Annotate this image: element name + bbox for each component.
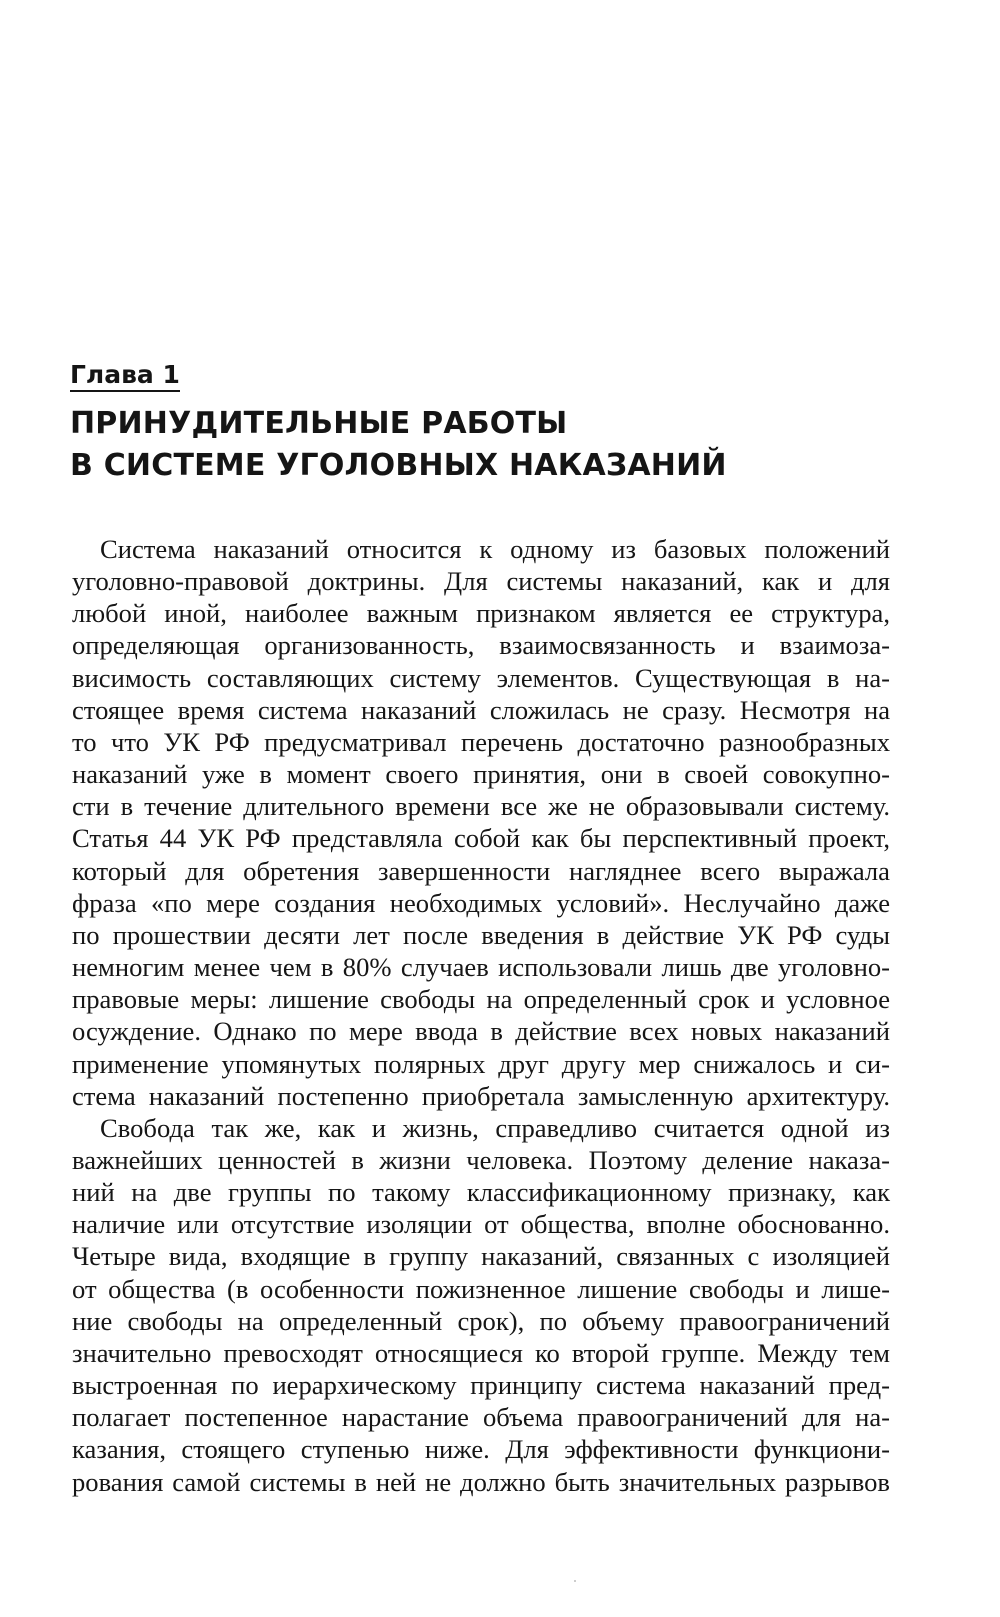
text-line: висимость составляющих систему элементов. Существующая в на- [72,662,890,693]
text-line: выстроенная по иерархическому принципу система наказаний пред- [72,1370,890,1401]
text-line: от общества (в особенности пожизненное лишение свободы и лише- [72,1273,890,1304]
text-line: определяющая организованность, взаимосвязанность и взаимоза- [72,630,890,661]
text-line: немногим менее чем в 80% случаев использовали лишь две уголовно- [72,952,890,983]
text-line: правовые меры: лишение свободы на определенный срок и условное [72,984,890,1015]
paragraph-1 [72,533,890,1112]
text-line: уголовно-правовой доктрины. Для системы наказаний, как и для [72,566,890,597]
text-line: который для обретения завершенности нагляднее всего выражала [72,855,890,886]
text-line: любой иной, наиболее важным признаком является ее структура, [72,598,890,629]
text-line: стоящее время система наказаний сложилась не сразу. Несмотря на [72,694,890,725]
text-line: фраза «по мере создания необходимых условий». Неслучайно даже [72,887,890,918]
text-line: по прошествии десяти лет после введения в действие УК РФ суды [72,919,890,950]
chapter-label-text: Глава 1 [70,360,180,392]
text-line: казания, стоящего ступенью ниже. Для эффективности функциони- [72,1434,890,1465]
text-line: важнейших ценностей в жизни человека. Поэтому деление наказа- [72,1144,890,1175]
text-line: сти в течение длительного времени все же не образовывали систему. [72,791,890,822]
text-line: осуждение. Однако по мере ввода в действие всех новых наказаний [72,1016,890,1047]
text-line: Статья 44 УК РФ представляла собой как бы перспективный проект, [72,823,890,854]
text-line: ние свободы на определенный срок), по объему правоограничений [72,1305,890,1336]
text-line: рования самой системы в ней не должно быть значительных разрывов [72,1466,890,1497]
text-line: Свобода так же, как и жизнь, справедливо считается одной из [100,1112,890,1143]
text-line: значительно превосходят относящиеся ко второй группе. Между тем [72,1337,890,1368]
scan-speck [574,1580,576,1582]
body-text [72,533,890,1498]
chapter-title [70,403,727,487]
text-line: применение упомянутых полярных друг другу мер снижалось и си- [72,1048,890,1079]
chapter-title-line: В СИСТЕМЕ УГОЛОВНЫХ НАКАЗАНИЙ [70,448,727,483]
text-line: Система наказаний относится к одному из базовых положений [100,534,890,564]
text-line: ний на две группы по такому классификационному признаку, как [72,1177,890,1208]
text-line: стема наказаний постепенно приобретала замысленную архитектуру. [72,1080,890,1111]
text-line: наличие или отсутствие изоляции от общества, вполне обоснованно. [72,1209,890,1240]
chapter-label [70,360,180,390]
paragraph-2 [72,1112,890,1498]
text-line: то что УК РФ предусматривал перечень достаточно разнообразных [72,726,890,757]
text-line: Четыре вида, входящие в группу наказаний, связанных с изоляцией [72,1241,890,1272]
text-line: наказаний уже в момент своего принятия, они в своей совокупно- [72,759,890,790]
chapter-title-line: ПРИНУДИТЕЛЬНЫЕ РАБОТЫ [70,406,568,441]
text-line: полагает постепенное нарастание объема правоограничений для на- [72,1402,890,1433]
